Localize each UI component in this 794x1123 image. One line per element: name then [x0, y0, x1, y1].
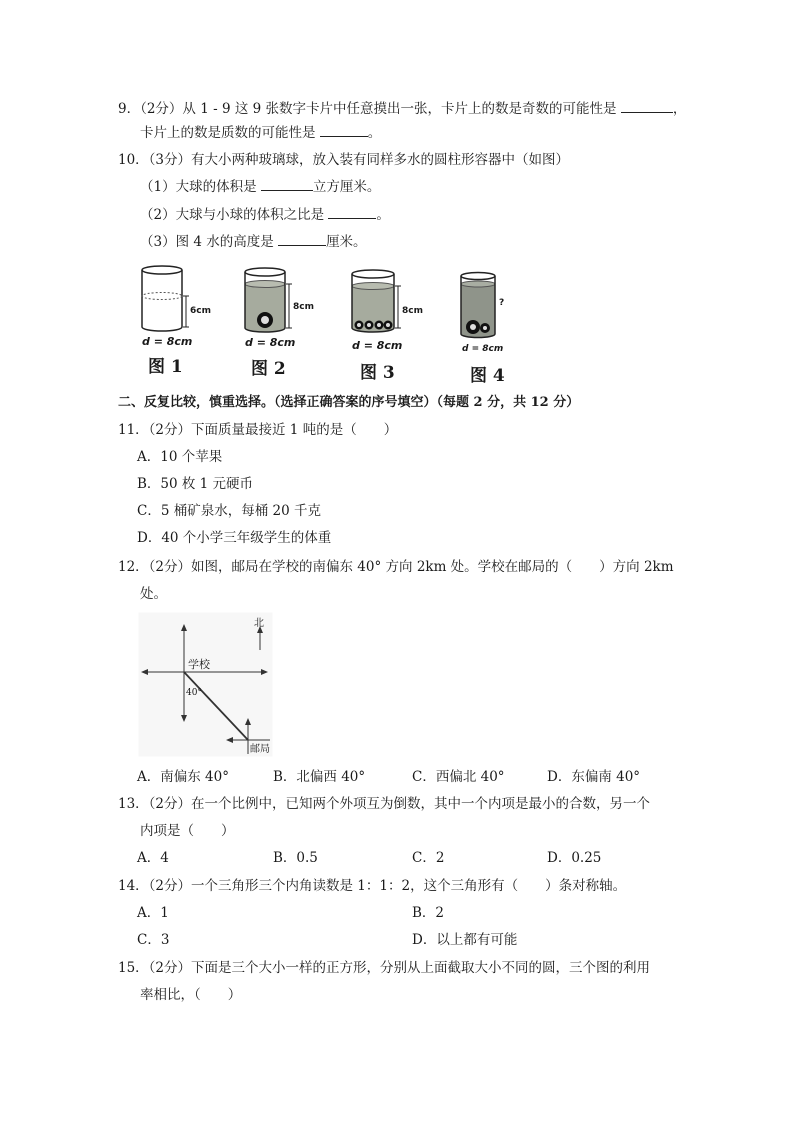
figure-3-caption: 图 3	[360, 363, 395, 383]
q12-stem-cont: 处。	[140, 586, 167, 602]
q10-sub1: （1）大球的体积是 立方厘米。	[140, 176, 380, 197]
figure-3-height-label: 8cm	[402, 306, 423, 316]
north-label: 北	[254, 618, 264, 629]
post-office-label: 邮局	[250, 744, 270, 755]
q13-option-a[interactable]: A．4	[137, 850, 169, 866]
q14-option-b[interactable]: B．2	[412, 905, 445, 921]
figure-2-caption: 图 2	[251, 359, 286, 379]
q13-stem: 13．（2分）在一个比例中，已知两个外项互为倒数，其中一个内项是最小的合数，另一个	[118, 796, 651, 812]
q10-sub2: （2）大球与小球的体积之比是 。	[140, 204, 390, 225]
q13-stem-cont: 内项是（ ）	[140, 823, 235, 839]
cylinder-3-graphic	[350, 268, 445, 340]
q12-option-b[interactable]: B．北偏西 40°	[273, 769, 366, 785]
q11-option-c[interactable]: C．5 桶矿泉水，每桶 20 千克	[137, 503, 321, 519]
q11-option-a[interactable]: A．10 个苹果	[137, 449, 223, 465]
cylinder-figure-4	[458, 270, 518, 388]
angle-label: 40°	[186, 688, 202, 698]
figure-2-diameter-label: d = 8cm	[245, 336, 296, 349]
q15-stem-cont: 率相比，（ ）	[140, 987, 242, 1003]
cylinder-2-graphic	[243, 266, 333, 341]
q14-option-a[interactable]: A．1	[137, 905, 169, 921]
figure-4-caption: 图 4	[470, 366, 505, 386]
figure-1-caption: 图 1	[148, 357, 183, 377]
school-label: 学校	[188, 658, 210, 671]
figure-1-height-label: 6cm	[190, 306, 211, 316]
q13-option-b[interactable]: B．0.5	[273, 850, 318, 866]
direction-diagram-graphic	[138, 612, 273, 757]
q13-option-c[interactable]: C．2	[412, 850, 445, 866]
q9-answer-blank-1[interactable]	[621, 98, 673, 113]
figure-4-diameter-label: d = 8cm	[462, 344, 504, 354]
q14-option-d[interactable]: D．以上都有可能	[412, 932, 518, 948]
q9-line2: 卡片上的数是质数的可能性是 。	[140, 122, 381, 143]
figure-2-height-label: 8cm	[293, 302, 314, 312]
q9-answer-blank-2[interactable]	[320, 122, 368, 137]
direction-diagram	[138, 612, 273, 757]
q12-stem: 12．（2分）如图，邮局在学校的南偏东 40° 方向 2km 处。学校在邮局的（ ）方向 2km	[118, 559, 674, 575]
figure-1-diameter-label: d = 8cm	[142, 335, 193, 348]
cylinder-1-graphic	[140, 262, 230, 342]
q10-answer-blank-3[interactable]	[278, 231, 326, 246]
q10-stem: 10．（3分）有大小两种玻璃球，放入装有同样多水的圆柱形容器中（如图）	[118, 152, 570, 168]
q10-answer-blank-2[interactable]	[328, 204, 376, 219]
q14-stem: 14．（2分）一个三角形三个内角读数是 1：1：2，这个三角形有（ ）条对称轴。	[118, 878, 627, 894]
q11-option-b[interactable]: B．50 枚 1 元硬币	[137, 476, 254, 492]
cylinder-figure-3	[350, 268, 445, 383]
cylinder-4-graphic	[458, 270, 518, 345]
q13-option-d[interactable]: D．0.25	[547, 850, 602, 866]
q12-option-c[interactable]: C．西偏北 40°	[412, 769, 505, 785]
figure-4-height-label: ?	[499, 298, 505, 308]
cylinder-figure-1	[140, 262, 230, 387]
cylinder-figure-2	[243, 266, 333, 381]
q10-answer-blank-1[interactable]	[261, 176, 313, 191]
q9-line1: 9．（2分）从 1 - 9 这 9 张数字卡片中任意摸出一张，卡片上的数是奇数的可能性是 ，	[118, 98, 686, 119]
q11-option-d[interactable]: D．40 个小学三年级学生的体重	[137, 530, 332, 546]
q11-stem: 11．（2分）下面质量最接近 1 吨的是（ ）	[118, 422, 398, 438]
q15-stem: 15．（2分）下面是三个大小一样的正方形，分别从上面截取大小不同的圆，三个图的利用	[118, 960, 651, 976]
figure-3-diameter-label: d = 8cm	[352, 339, 403, 352]
q12-option-a[interactable]: A．南偏东 40°	[137, 769, 229, 785]
section-2-heading: 二、反复比较，慎重选择。（选择正确答案的序号填空）（每题 2 分，共 12 分）	[118, 395, 580, 410]
q12-option-d[interactable]: D．东偏南 40°	[547, 769, 641, 785]
q10-sub3: （3）图 4 水的高度是 厘米。	[140, 231, 367, 252]
q14-option-c[interactable]: C．3	[137, 932, 170, 948]
